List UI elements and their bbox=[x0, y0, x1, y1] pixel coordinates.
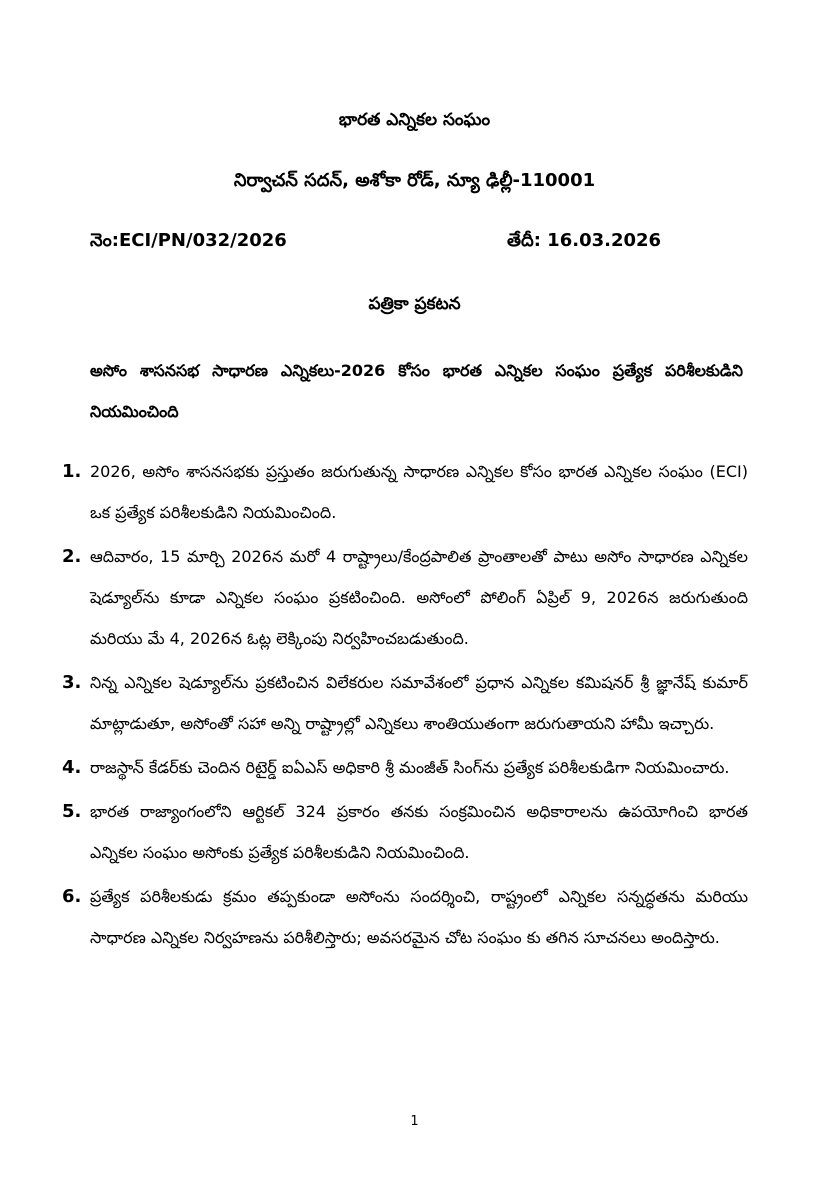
organization-name: భారత ఎన్నికల సంఘం bbox=[338, 110, 491, 130]
point-text: 2026, అసోం శాసనసభకు ప్రస్తుతం జరుగుతున్న సాధారణ ఎన్నికల కోసం భారత ఎన్నికల సంఘం (ECI) ఒక ప్రత్యేక పరిశీలకుడిని నియమించింది. bbox=[90, 462, 748, 522]
point-number: 5. bbox=[62, 801, 82, 822]
point-text: రాజస్థాన్ కేడర్‌కు చెందిన రిటైర్డ్ ఐఏఎస్ అధికారి శ్రీ మంజీత్ సింగ్‌ను ప్రత్యేక పరిశీలకుడిగా నియమించారు. bbox=[90, 758, 730, 777]
page-number: 1 bbox=[410, 1114, 419, 1129]
point-text: భారత రాజ్యాంగంలోని ఆర్టికల్ 324 ప్రకారం తనకు సంక్రమించిన అధికారాలను ఉపయోగించి భారత ఎన్నికల సంఘం అసోంకు ప్రత్యేక పరిశీలకుడిని నియమించింది. bbox=[90, 802, 748, 862]
point-number: 2. bbox=[62, 546, 82, 567]
list-item bbox=[62, 791, 748, 873]
point-number: 1. bbox=[62, 461, 82, 482]
list-item bbox=[62, 536, 748, 659]
organization-address: నిర్వాచన్ సదన్, అశోకా రోడ్, న్యూ ఢిల్లీ-110001 bbox=[233, 170, 596, 191]
point-number: 6. bbox=[62, 886, 82, 907]
point-text: ప్రత్యేక పరిశీలకుడు క్రమం తప్పకుండా అసోంను సందర్శించి, రాష్ట్రంలో ఎన్నికల సన్నద్ధతను మరియు సాధారణ ఎన్నికల నిర్వహణను పరిశీలిస్తారు; అవసరమైన చోట సంఘం కు తగిన సూచనలు అందిస్తారు. bbox=[90, 887, 748, 947]
point-number: 4. bbox=[62, 757, 82, 778]
release-date: తేదీ: 16.03.2026 bbox=[507, 230, 662, 251]
point-number: 3. bbox=[62, 672, 82, 693]
list-item bbox=[62, 662, 748, 744]
point-text: నిన్న ఎన్నికల షెడ్యూల్‌ను ప్రకటించిన విలేకరుల సమావేశంలో ప్రధాన ఎన్నికల కమిషనర్ శ్రీ జ్ఞానేష్ కుమార్ మాట్లాడుతూ, అసోంతో సహా అన్ని రాష్ట్రాల్లో ఎన్నికలు శాంతియుతంగా జరుగుతాయని హామీ ఇచ్చారు. bbox=[90, 673, 748, 733]
list-item bbox=[62, 876, 748, 958]
press-release-title: పత్రికా ప్రకటన bbox=[368, 294, 461, 314]
list-item bbox=[62, 747, 748, 788]
list-item bbox=[62, 451, 748, 533]
point-text: ఆదివారం, 15 మార్చి 2026న మరో 4 రాష్ట్రాలు/కేంద్రపాలిత ప్రాంతాలతో పాటు అసోం సాధారణ ఎన్నికల షెడ్యూల్‌ను కూడా ఎన్నికల సంఘం ప్రకటించింది. అసోంలో పోలింగ్ ఏప్రిల్ 9, 2026న జరుగుతుంది మరియు మే 4, 2026న ఓట్ల లెక్కింపు నిర్వహించబడుతుంది. bbox=[90, 547, 748, 648]
subject-heading: అసోం శాసనసభ సాధారణ ఎన్నికలు-2026 కోసం భారత ఎన్నికల సంఘం ప్రత్యేక పరిశీలకుడిని నియమించింది bbox=[90, 361, 743, 421]
reference-number: నెం:ECI/PN/032/2026 bbox=[90, 230, 287, 251]
points-list bbox=[62, 451, 748, 961]
